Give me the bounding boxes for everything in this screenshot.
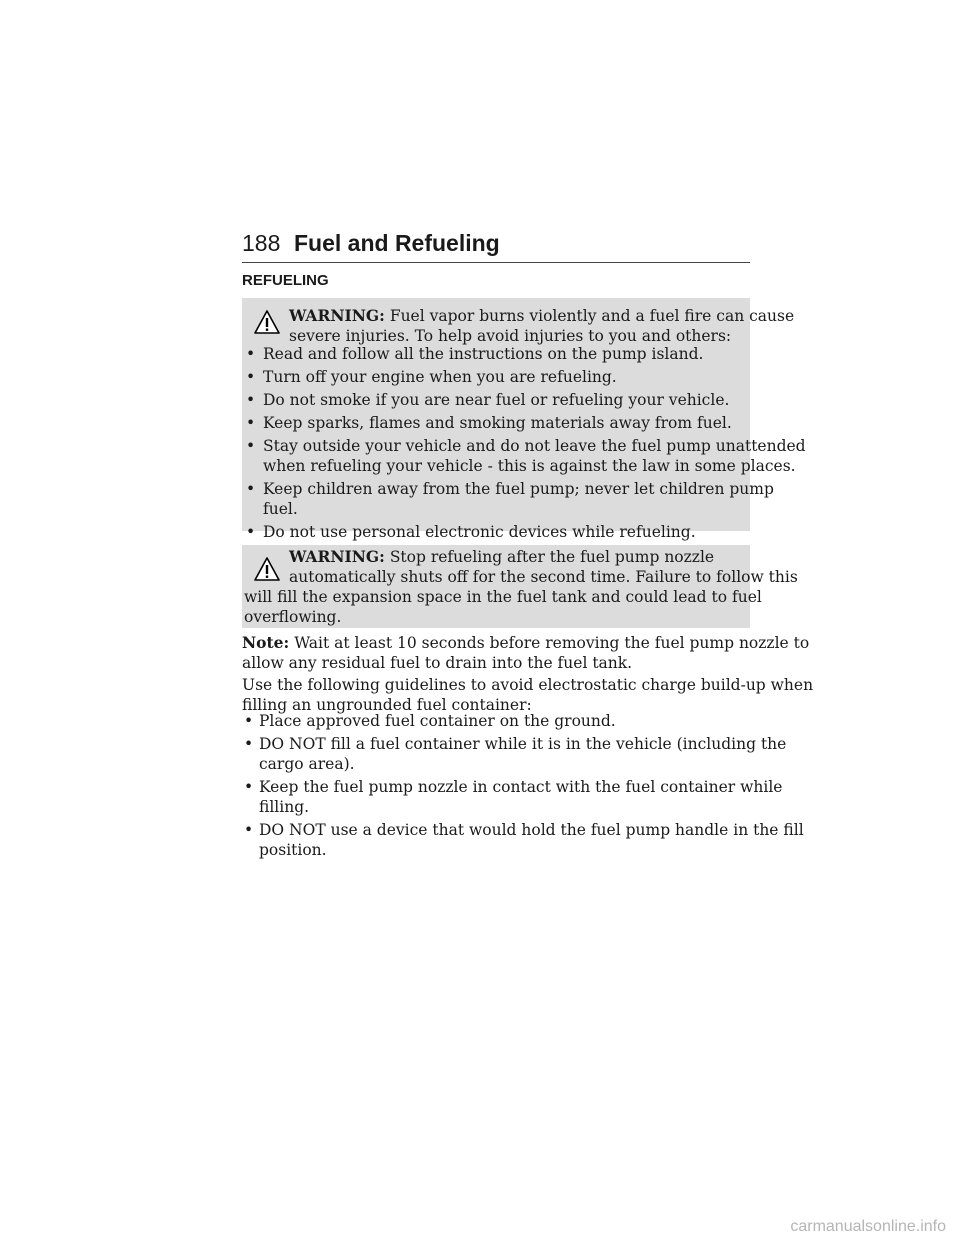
page-header [242, 230, 750, 263]
warning1-text-line1: WARNING: Fuel vapor burns violently and a fuel fire can cause [289, 306, 795, 325]
page-number: 188 [242, 230, 281, 256]
list-item: Keep children away from the fuel pump; never let children pump [263, 480, 774, 498]
list-item: fuel. [263, 500, 298, 518]
bullet-icon: • [246, 414, 256, 432]
bullet-icon: • [244, 821, 254, 839]
bullet-icon: • [244, 712, 254, 730]
note-label: Note: [242, 633, 290, 652]
list-item: Keep the fuel pump nozzle in contact with the fuel container while [259, 778, 783, 796]
bullet-icon: • [246, 391, 256, 409]
footer-watermark: carmanualsonline.info [790, 1218, 946, 1235]
note-line1: Note: Wait at least 10 seconds before removing the fuel pump nozzle to [242, 633, 810, 652]
list-item: Read and follow all the instructions on the pump island. [263, 345, 704, 363]
list-item: DO NOT use a device that would hold the fuel pump handle in the fill [259, 821, 804, 839]
list-item: Do not smoke if you are near fuel or refueling your vehicle. [263, 391, 730, 409]
warning1-label: WARNING: [289, 306, 385, 325]
warning2-line2: automatically shuts off for the second time. Failure to follow this [289, 568, 798, 586]
refueling-heading: REFUELING [242, 272, 329, 289]
list-item: Place approved fuel container on the ground. [259, 712, 616, 730]
bullet-icon: • [244, 778, 254, 796]
warning-triangle-icon [254, 310, 280, 334]
bullet-icon: • [244, 735, 254, 753]
list-item: cargo area). [259, 755, 355, 773]
warning2-label: WARNING: [289, 547, 385, 566]
warning1-text-line2: severe injuries. To help avoid injuries to you and others: [289, 327, 732, 345]
warning-box-2 [242, 545, 798, 628]
list-item: Keep sparks, flames and smoking materials away from fuel. [263, 414, 732, 432]
warning2-line1: WARNING: Stop refueling after the fuel pump nozzle [289, 547, 715, 566]
list-item: when refueling your vehicle - this is against the law in some places. [263, 457, 796, 475]
warning2-line4: overflowing. [244, 608, 342, 626]
list-item: Turn off your engine when you are refueling. [263, 368, 617, 386]
guidelines-intro-line1: Use the following guidelines to avoid electrostatic charge build-up when [242, 676, 814, 694]
bullet-icon: • [246, 480, 256, 498]
warning-box-1 [242, 298, 806, 541]
bullet-icon: • [246, 345, 256, 363]
bullet-icon: • [246, 368, 256, 386]
list-item: Stay outside your vehicle and do not leave the fuel pump unattended [263, 437, 806, 455]
warning2-line3: will fill the expansion space in the fuel tank and could lead to fuel [244, 588, 762, 606]
list-item: position. [259, 841, 327, 859]
note-line2: allow any residual fuel to drain into the fuel tank. [242, 654, 633, 672]
list-item: Do not use personal electronic devices while refueling. [263, 523, 696, 541]
list-item: DO NOT fill a fuel container while it is in the vehicle (including the [259, 735, 787, 753]
guidelines-intro-line2: filling an ungrounded fuel container: [242, 696, 532, 714]
section-title: Fuel and Refueling [294, 230, 500, 256]
bullet-icon: • [246, 437, 256, 455]
bullet-icon: • [246, 523, 256, 541]
list-item: filling. [259, 798, 310, 816]
warning-triangle-icon [254, 557, 280, 581]
